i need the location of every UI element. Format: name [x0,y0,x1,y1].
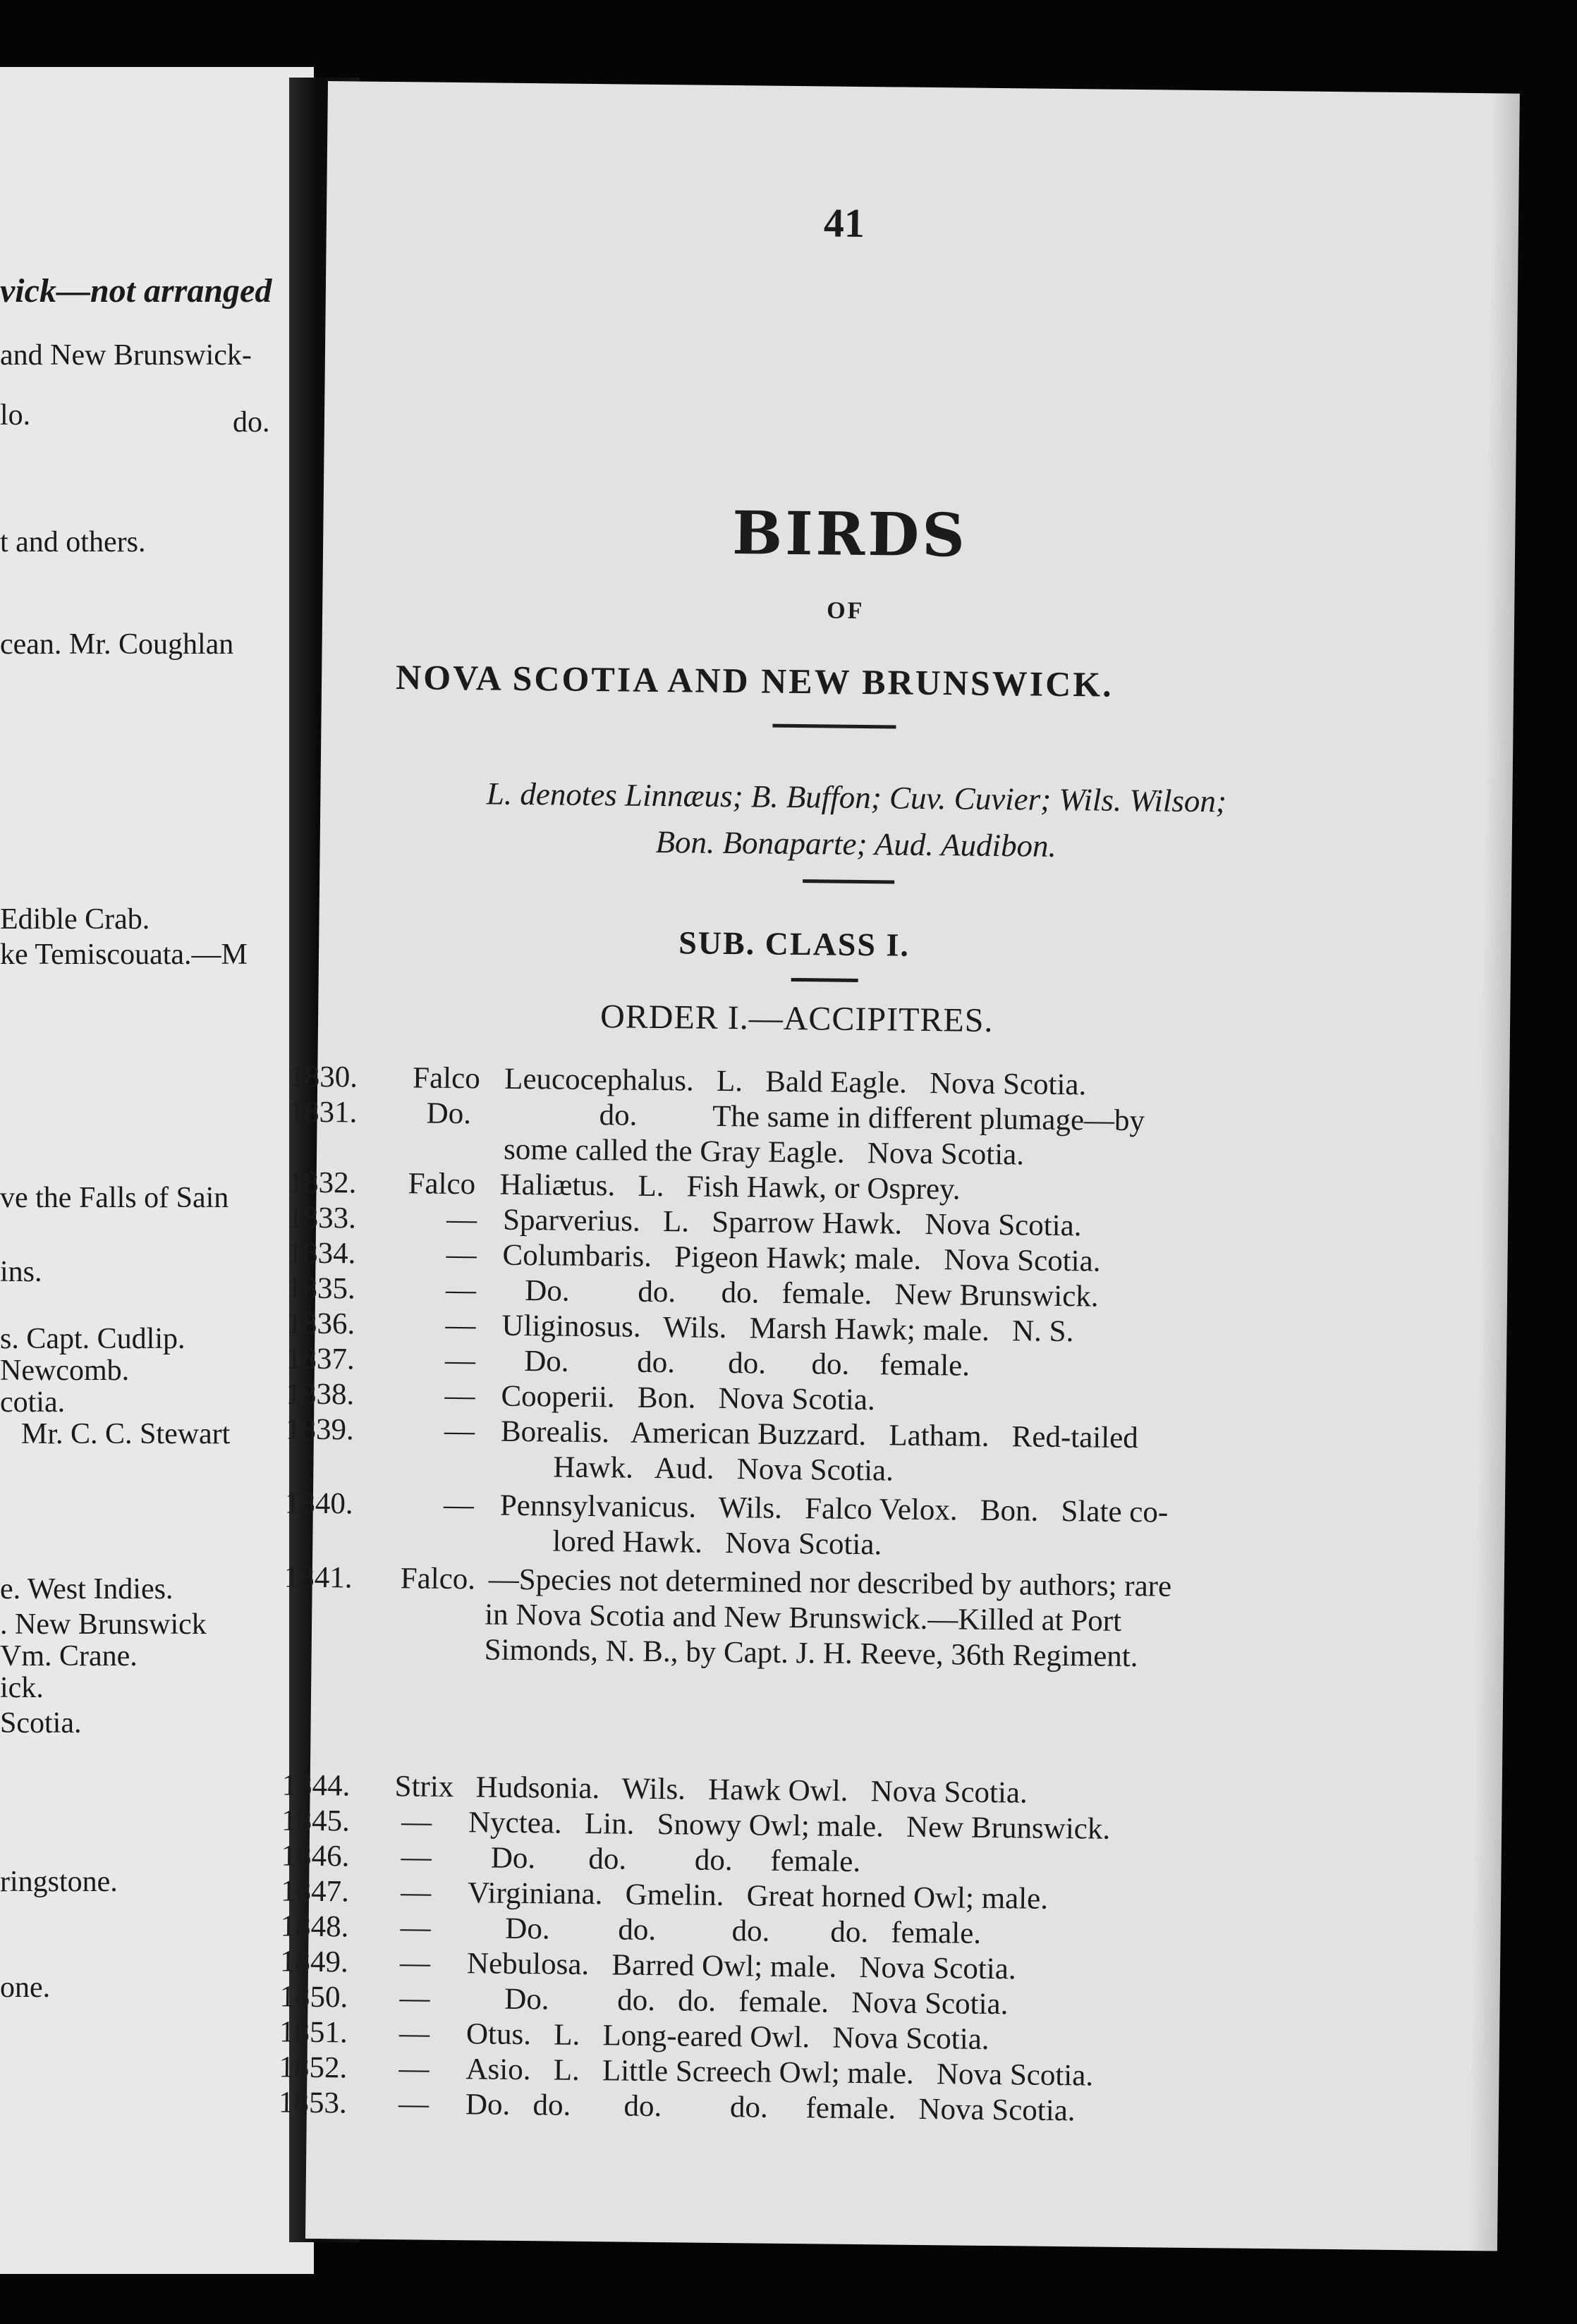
left-line: Scotia. [0,1707,82,1739]
page-subtitle: NOVA SCOTIA AND NEW BRUNSWICK. [395,657,1114,704]
order-heading: ORDER I.—ACCIPITRES. [599,998,994,1039]
page-number: 41 [823,200,865,246]
entry-genus: Falco. [400,1562,476,1596]
entry-number: 1850. [279,1980,348,2014]
divider-rule [772,724,896,729]
entry-genus: — [444,1378,475,1413]
left-line: t and others. [0,526,146,558]
entry-text: Nebulosa. Barred Owl; male. Nova Scotia. [466,1947,1016,1986]
left-line: cean. Mr. Coughlan [0,628,234,661]
title-connector: OF [826,597,865,625]
entry-text: Columbaris. Pigeon Hawk; male. Nova Scotia. [502,1238,1101,1278]
entry-number: 1847. [280,1874,350,1909]
left-line: . New Brunswick [0,1608,207,1641]
left-line: vick—not arranged [0,272,272,310]
entry-text: Hudsonia. Wils. Hawk Owl. Nova Scotia. [475,1770,1028,1810]
entry-number: 1840. [284,1486,353,1521]
left-line: ve the Falls of Sain [0,1182,229,1214]
divider-rule [791,978,858,982]
entry-text: Cooperii. Bon. Nova Scotia. [501,1379,875,1417]
entry-number: 1841. [284,1560,353,1595]
left-line: ick. [0,1672,44,1704]
entry-genus: — [445,1308,476,1343]
entry-genus: — [446,1237,477,1272]
entry-number: 1831. [288,1095,358,1130]
abbreviation-key [319,769,1392,873]
entry-genus: — [401,1805,432,1839]
entry-text: Simonds, N. B., by Capt. J. H. Reeve, 36th Regiment. [484,1633,1138,1674]
entry-text: Do. do. do. do. female. Nova Scotia. [465,2088,1076,2128]
left-line: Newcomb. [0,1354,130,1387]
entry-number: 1851. [279,2015,348,2050]
entry-number: 1853. [278,2086,347,2120]
entry-genus: — [399,1981,430,2015]
left-line: ringstone. [0,1866,118,1898]
left-line: s. Capt. Cudlip. [0,1323,185,1355]
entry-number: 1837. [286,1342,355,1376]
entry-number: 1832. [288,1166,357,1200]
entry-genus: — [398,2087,430,2121]
entry-text: Do. do. do. female. New Brunswick. [501,1273,1099,1314]
entry-genus: — [446,1202,477,1237]
entry-text: Leucocephalus. L. Bald Eagle. Nova Scotia. [504,1062,1087,1102]
entry-genus: — [400,1876,432,1909]
entry-number: 1845. [281,1804,351,1838]
left-line: do. [233,406,270,439]
entry-genus: Do. [426,1096,472,1131]
left-line: Vm. Crane. [0,1640,138,1672]
entry-number: 1838. [286,1377,355,1412]
left-line: cotia. [0,1386,66,1419]
entry-genus: — [401,1840,432,1874]
entry-text: some called the Gray Eagle. Nova Scotia. [503,1132,1025,1172]
entry-number: 1848. [280,1909,349,1944]
entry-text: Nyctea. Lin. Snowy Owl; male. New Brunswick. [468,1806,1111,1846]
entry-text: Sparverius. L. Sparrow Hawk. Nova Scotia. [502,1203,1082,1243]
entry-number: 1834. [287,1236,356,1271]
left-line: ke Temiscouata.—M [0,938,248,971]
entry-number: 1835. [286,1271,356,1306]
book-page [278,81,1520,2251]
entry-genus: Strix [394,1770,454,1804]
entry-text: Do. do. do. do. female. [501,1344,970,1383]
page-edge-shadow [1469,93,1520,2251]
entry-genus: Falco [408,1167,476,1201]
left-facing-page [0,67,314,2274]
entry-genus: Falco [412,1061,480,1096]
entry-genus: — [444,1343,476,1378]
entry-text: Do. do. do. female. [468,1841,861,1879]
entry-genus: — [444,1414,475,1448]
entry-number: 1852. [279,2050,348,2085]
entry-text: in Nova Scotia and New Brunswick.—Killed at Port [484,1598,1122,1638]
left-line: e. West Indies. [0,1573,173,1606]
entry-text: do. The same in different plumage—by [599,1099,1145,1138]
left-line: lo. [0,399,31,432]
entry-text: Haliætus. L. Fish Hawk, or Osprey. [499,1168,961,1206]
entry-number: 1833. [287,1201,357,1235]
entry-text: —Species not determined nor described by authors; rare [488,1562,1172,1603]
entry-text: Do. do. do. do. female. [467,1912,982,1950]
entry-genus: — [399,1946,431,1980]
left-line: one. [0,1971,51,2004]
entry-text: Borealis. American Buzzard. Latham. Red-tailed [500,1414,1139,1455]
abbreviation-line: L. denotes Linnæus; B. Buffon; Cuv. Cuvier; Wils. Wilson; [486,776,1227,819]
entry-number: 1836. [286,1307,355,1341]
entry-number: 1849. [279,1945,349,1979]
left-line: ins. [0,1256,42,1288]
abbreviation-line: Bon. Bonaparte; Aud. Audibon. [655,824,1057,864]
entry-number: 1846. [281,1839,350,1873]
subclass-heading: SUB. CLASS I. [678,924,911,963]
entry-text: Asio. L. Little Screech Owl; male. Nova Scotia. [465,2053,1094,2093]
entry-text: Do. do. do. female. Nova Scotia. [466,1982,1009,2022]
entry-text: Hawk. Aud. Nova Scotia. [553,1450,894,1488]
left-line: and New Brunswick- [0,339,252,372]
entry-number: 1839. [285,1412,354,1447]
divider-rule [803,879,894,883]
entry-genus: — [443,1488,475,1522]
entry-text: Uliginosus. Wils. Marsh Hawk; male. N. S. [501,1309,1074,1349]
entry-text: Virginiana. Gmelin. Great horned Owl; male. [467,1876,1049,1916]
entry-text: lored Hawk. Nova Scotia. [552,1524,882,1562]
entry-number: 1830. [288,1060,358,1094]
entry-genus: — [445,1273,477,1307]
entry-genus: — [400,1911,431,1945]
page-title: BIRDS [731,498,968,570]
entry-number: 1844. [281,1768,351,1803]
entry-text: Otus. L. Long-eared Owl. Nova Scotia. [465,2017,990,2056]
left-line: Edible Crab. [0,903,150,936]
entry-text: Pennsylvanicus. Wils. Falco Velox. Bon. Slate co- [499,1488,1169,1529]
left-line: Mr. C. C. Stewart [21,1418,231,1450]
entry-genus: — [398,2017,430,2050]
entry-genus: — [398,2052,430,2086]
